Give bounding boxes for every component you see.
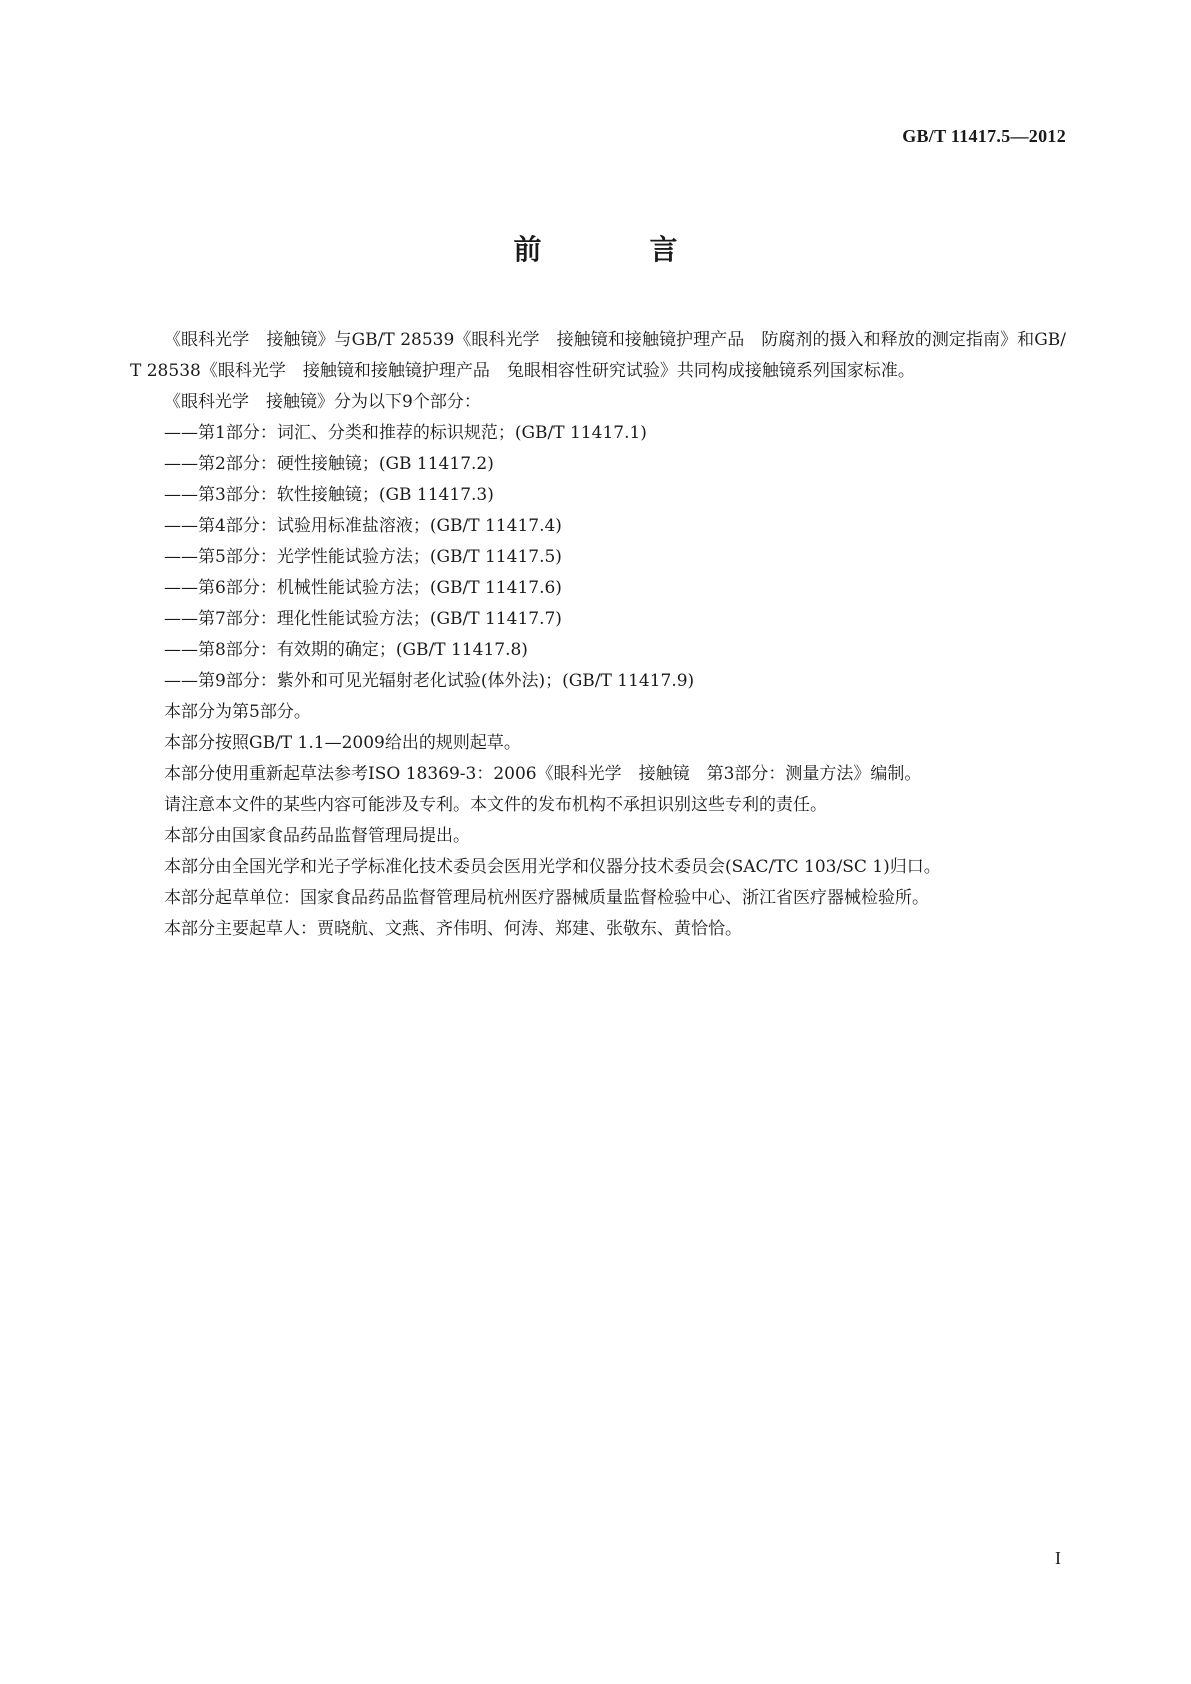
part-list-item: ——第1部分：词汇、分类和推荐的标识规范；(GB/T 11417.1)	[164, 423, 647, 443]
part-list-item: ——第5部分：光学性能试验方法；(GB/T 11417.5)	[164, 547, 562, 567]
part-list-item: ——第4部分：试验用标准盐溶液；(GB/T 11417.4)	[164, 516, 562, 536]
closing-paragraph: 本部分由国家食品药品监督管理局提出。	[164, 826, 470, 846]
part-list-item: ——第9部分：紫外和可见光辐射老化试验(体外法)；(GB/T 11417.9)	[164, 671, 695, 691]
closing-paragraph: 本部分主要起草人：贾晓航、文燕、齐伟明、何涛、郑建、张敬东、黄恰恰。	[164, 919, 742, 939]
closing-paragraph: 本部分由全国光学和光子学标准化技术委员会医用光学和仪器分技术委员会(SAC/TC 103/SC 1)归口。	[164, 857, 941, 877]
part-list-item: ——第3部分：软性接触镜；(GB 11417.3)	[164, 485, 494, 505]
foreword-body	[130, 325, 1066, 945]
closing-paragraph: 本部分起草单位：国家食品药品监督管理局杭州医疗器械质量监督检验中心、浙江省医疗器械检验所。	[164, 888, 929, 908]
part-list-item: ——第6部分：机械性能试验方法；(GB/T 11417.6)	[164, 578, 562, 598]
part-list-item: ——第7部分：理化性能试验方法；(GB/T 11417.7)	[164, 609, 562, 629]
closing-paragraph: 本部分使用重新起草法参考ISO 18369-3：2006《眼科光学 接触镜 第3部分：测量方法》编制。	[164, 764, 922, 784]
closing-paragraph: 请注意本文件的某些内容可能涉及专利。本文件的发布机构不承担识别这些专利的责任。	[164, 795, 827, 815]
page-title: 前 言	[513, 233, 718, 266]
closing-paragraph: 本部分按照GB/T 1.1—2009给出的规则起草。	[164, 733, 521, 753]
part-list-item: ——第2部分：硬性接触镜；(GB 11417.2)	[164, 454, 494, 474]
closing-paragraph: 本部分为第5部分。	[164, 702, 311, 722]
intro-paragraph: 《眼科光学 接触镜》与GB/T 28539《眼科光学 接触镜和接触镜护理产品 防腐剂的摄入和释放的测定指南》和GB/T 28538《眼科光学 接触镜和接触镜护理产品 兔眼相容性研究试验》共同构成接触镜系列国家标准。	[130, 330, 1066, 381]
standard-code: GB/T 11417.5—2012	[902, 126, 1066, 146]
intro-paragraph: 《眼科光学 接触镜》分为以下9个部分：	[164, 392, 481, 412]
part-list-item: ——第8部分：有效期的确定；(GB/T 11417.8)	[164, 640, 528, 660]
page-number: I	[1055, 1548, 1061, 1568]
